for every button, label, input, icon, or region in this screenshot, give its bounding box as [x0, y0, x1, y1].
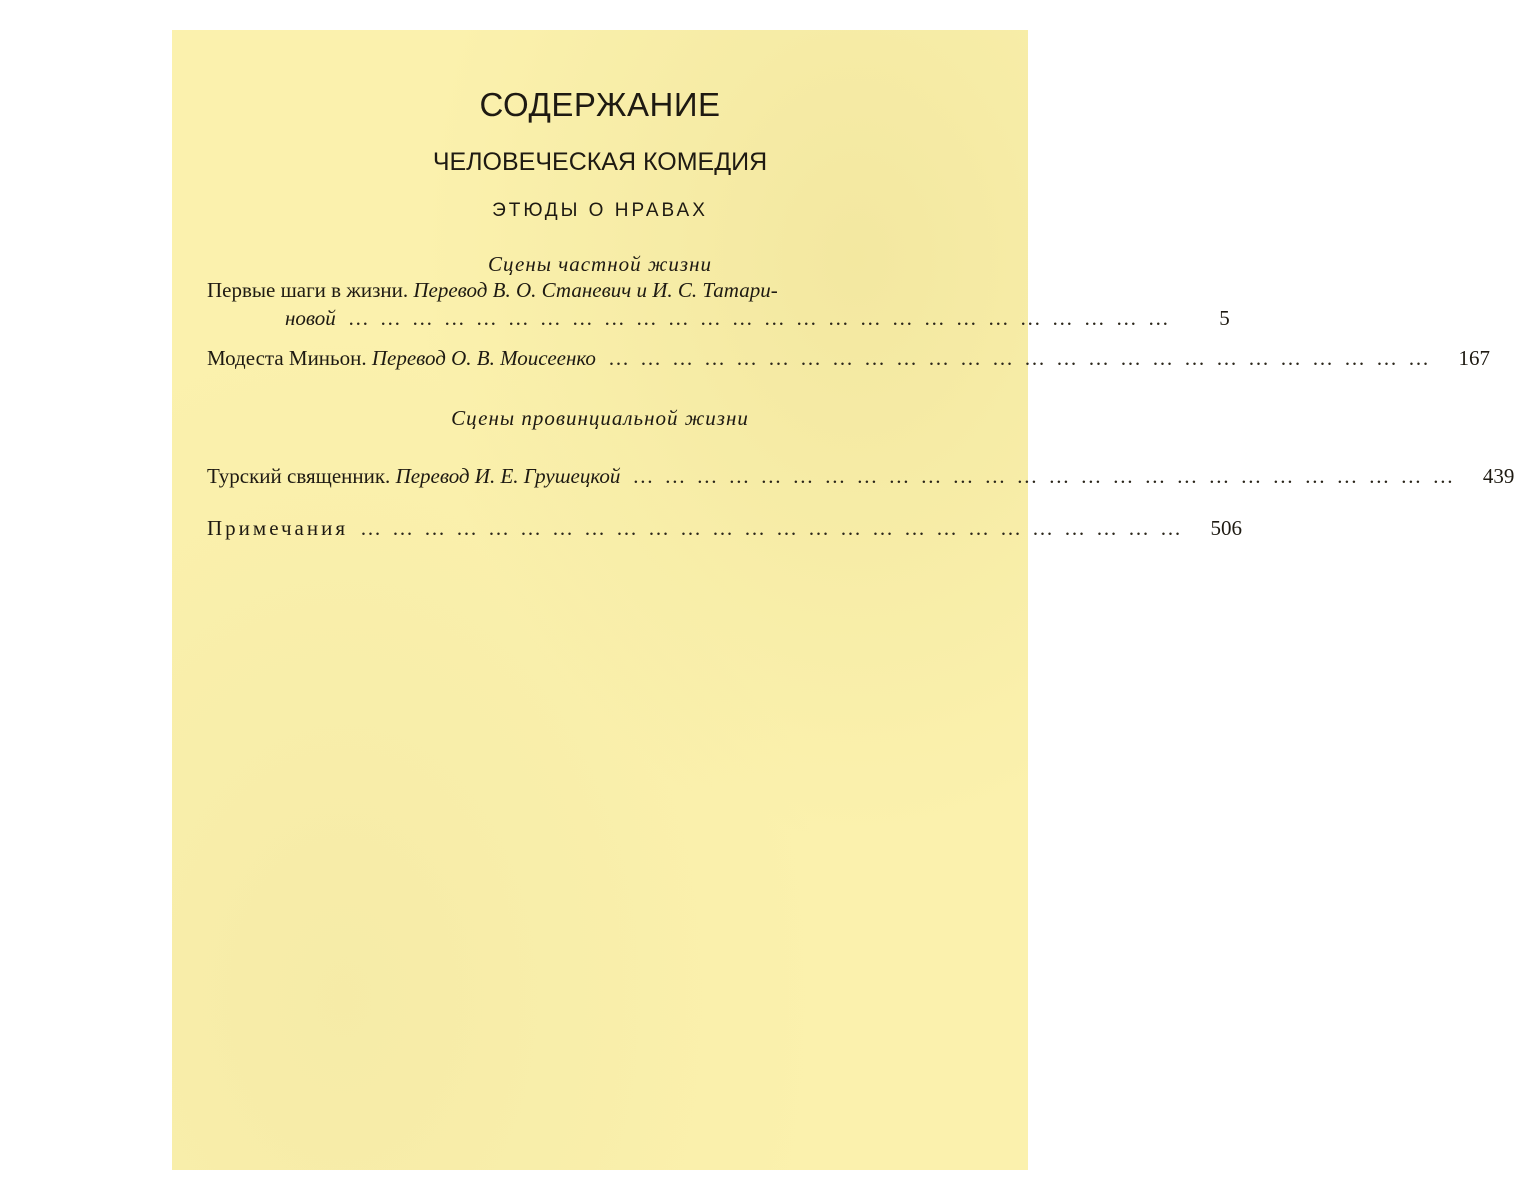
dot-leader: …………………………………………………………………… [347, 306, 1180, 330]
toc-entry-notes [207, 514, 1243, 542]
entry-page-number: 439 [1482, 464, 1514, 488]
dot-leader: …………………………………………………………………… [360, 516, 1193, 540]
entry-translation: Перевод В. О. Станевич и И. С. Татари- [413, 278, 778, 302]
toc-entry-modeste-mignon [207, 344, 1490, 372]
collection-title: ЧЕЛОВЕЧЕСКАЯ КОМЕДИЯ [432, 148, 768, 176]
entry-translation-continued: новой [285, 306, 336, 330]
subcollection-title: ЭТЮДЫ О НРАВАХ [492, 200, 708, 221]
entry-translation: Перевод О. В. Моисеенко [371, 346, 596, 370]
notes-page-number: 506 [1210, 516, 1243, 540]
entry-work-title: Модеста Миньон. [207, 346, 367, 370]
entry-page-number: 167 [1458, 346, 1490, 370]
notes-label: Примечания [207, 516, 349, 540]
entry-page-number: 5 [1219, 306, 1230, 330]
dot-leader: …………………………………………………………………… [632, 464, 1465, 488]
page-title: СОДЕРЖАНИЕ [479, 86, 721, 123]
section-heading-private-life: Сцены частной жизни [487, 252, 713, 276]
entry-work-title: Турский священник. [207, 464, 391, 488]
entry-translation: Перевод И. Е. Грушецкой [395, 464, 621, 488]
section-heading-provincial-life: Сцены провинциальной жизни [451, 406, 749, 430]
entry-work-title: Первые шаги в жизни. [207, 278, 409, 302]
toc-entry-tours-priest [207, 462, 1514, 490]
dot-leader: …………………………………………………………………… [607, 346, 1440, 370]
toc-entry-first-steps [207, 276, 989, 304]
toc-entry-first-steps-line2 [285, 304, 1230, 332]
book-page [172, 30, 1514, 1170]
